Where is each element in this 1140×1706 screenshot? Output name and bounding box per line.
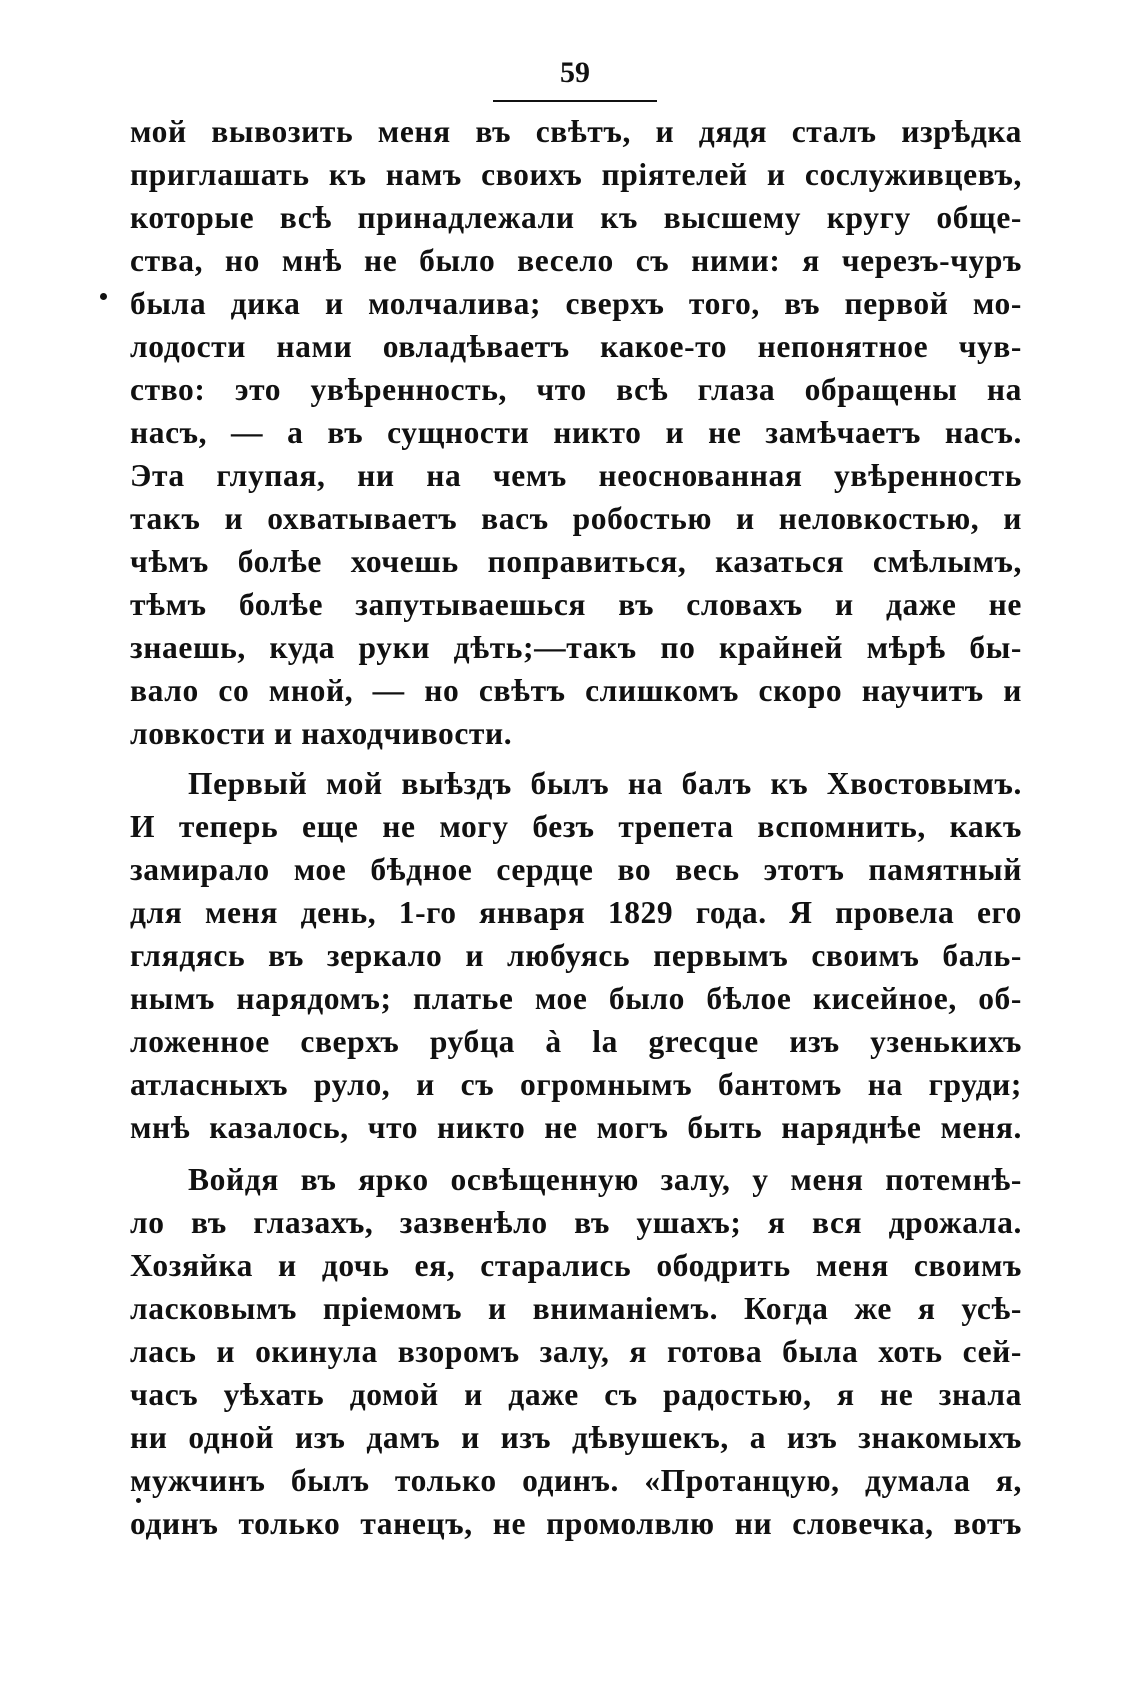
text-line: ложенное сверхъ рубца à la grecque изъ узенькихъ: [130, 1024, 1022, 1059]
text-line: лась и окинула взоромъ залу, я готова была хоть сей-: [130, 1334, 1022, 1369]
text-line: одинъ только танецъ, не промолвлю ни словечка, вотъ: [130, 1506, 1022, 1541]
text-line: ловкости и находчивости.: [130, 716, 513, 751]
text-line: ства, но мнѣ не было весело съ ними: я черезъ-чуръ: [130, 243, 1022, 278]
text-line: мужчинъ былъ только одинъ. «Протанцую, думала я,: [130, 1463, 1022, 1498]
text-line: Первый мой выѣздъ былъ на балъ къ Хвостовымъ.: [188, 766, 1022, 801]
text-line: И теперь еще не могу безъ трепета вспомнить, какъ: [130, 809, 1022, 844]
page-number: 59: [560, 56, 590, 89]
text-line: вало со мной, — но свѣтъ слишкомъ скоро научитъ и: [130, 673, 1022, 708]
text-line: ство: это увѣренность, что всѣ глаза обращены на: [130, 372, 1022, 407]
text-line: Войдя въ ярко освѣщенную залу, у меня потемнѣ-: [188, 1162, 1022, 1197]
text-line: ни одной изъ дамъ и изъ дѣвушекъ, а изъ знакомыхъ: [130, 1420, 1022, 1455]
text-line: мой вывозить меня въ свѣтъ, и дядя сталъ изрѣдка: [130, 114, 1022, 149]
text-line: ло въ глазахъ, зазвенѣло въ ушахъ; я вся дрожала.: [130, 1205, 1022, 1240]
text-line: замирало мое бѣдное сердце во весь этотъ памятный: [130, 852, 1022, 887]
text-line: Хозяйка и дочь ея, старались ободрить меня своимъ: [130, 1248, 1022, 1283]
text-line: Эта глупая, ни на чемъ неоснованная увѣренность: [130, 458, 1022, 493]
text-line: ласковымъ пріемомъ и вниманіемъ. Когда же я усѣ-: [130, 1291, 1022, 1326]
text-line: часъ уѣхать домой и даже съ радостью, я не знала: [130, 1377, 1022, 1412]
text-line: лодости нами овладѣваетъ какое-то непонятное чув-: [130, 329, 1022, 364]
text-line: тѣмъ болѣе запутываешься въ словахъ и даже не: [130, 587, 1022, 622]
text-line: насъ, — а въ сущности никто и не замѣчаетъ насъ.: [130, 415, 1022, 450]
text-line: нымъ нарядомъ; платье мое было бѣлое кисейное, об-: [130, 981, 1022, 1016]
text-line: глядясь въ зеркало и любуясь первымъ своимъ баль-: [130, 938, 1022, 973]
header-rule: [493, 100, 657, 102]
text-line: атласныхъ руло, и съ огромнымъ бантомъ на груди;: [130, 1067, 1022, 1102]
text-line: для меня день, 1-го января 1829 года. Я провела его: [130, 895, 1022, 930]
text-line: которые всѣ принадлежали къ высшему кругу обще-: [130, 200, 1022, 235]
text-line: такъ и охватываетъ васъ робостью и неловкостью, и: [130, 501, 1022, 536]
text-line: приглашать къ намъ своихъ пріятелей и сослуживцевъ,: [130, 157, 1022, 192]
print-speck: [100, 293, 107, 300]
text-line: чѣмъ болѣе хочешь поправиться, казаться смѣлымъ,: [130, 544, 1022, 579]
text-line: была дика и молчалива; сверхъ того, въ первой мо-: [130, 286, 1022, 321]
text-line: мнѣ казалось, что никто не могъ быть наряднѣе меня.: [130, 1110, 1022, 1145]
text-line: знаешь, куда руки дѣть;—такъ по крайней мѣрѣ бы-: [130, 630, 1022, 665]
